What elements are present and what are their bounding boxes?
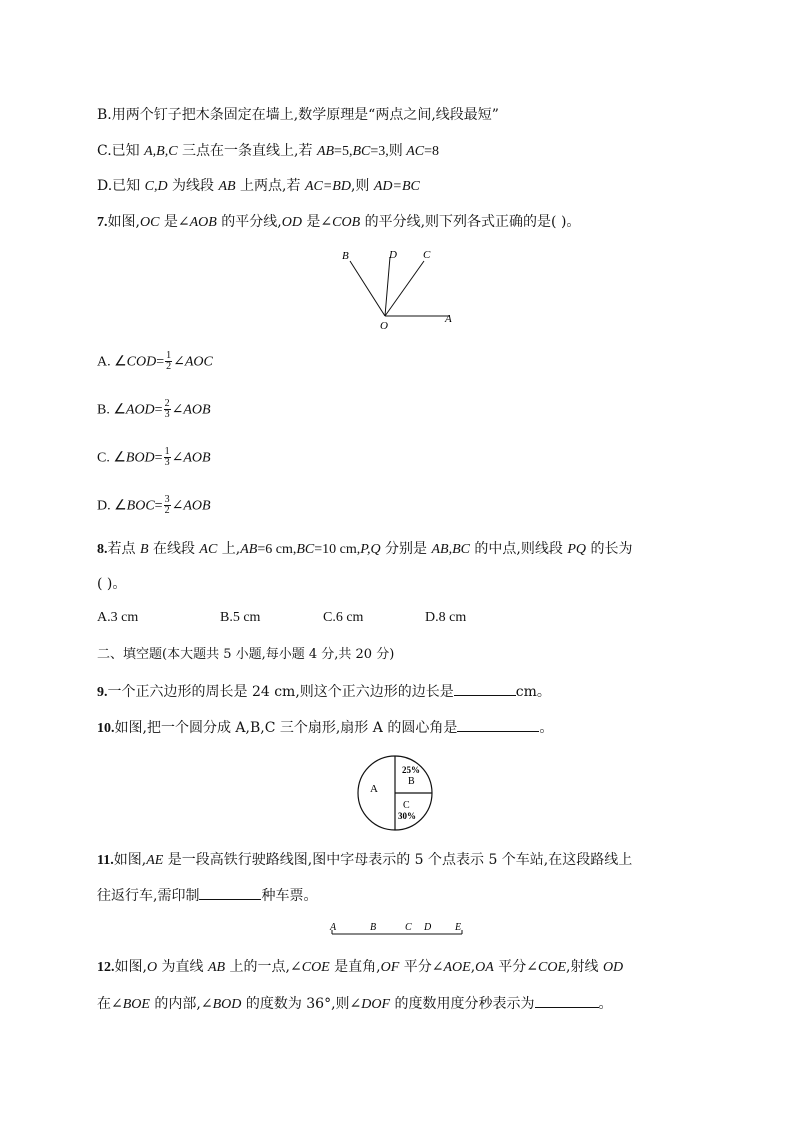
ray: OD (602, 960, 624, 975)
equals: = (154, 450, 163, 466)
question-number: 8. (97, 542, 108, 557)
equals: = (154, 402, 163, 418)
angle-symbol: ∠ (171, 449, 184, 466)
answer-blank[interactable] (535, 993, 599, 1008)
value: =5, (334, 144, 353, 159)
equals: = (156, 354, 165, 370)
seg: PQ (567, 542, 587, 557)
fraction (164, 447, 171, 468)
angle-lhs: AOD (125, 402, 155, 418)
option-letter: B. ∠ (97, 402, 126, 418)
q7-angle-figure (330, 243, 460, 333)
text: 分别是 (380, 541, 432, 557)
text: 的长为 (586, 541, 633, 557)
text: 如图, (114, 959, 147, 975)
segs: AB,BC (431, 542, 470, 557)
text: ,射线 (566, 959, 603, 975)
question-number: 9. (97, 685, 108, 700)
q7-stem (97, 212, 580, 233)
text: 。 (598, 996, 613, 1012)
q6-option-d (97, 176, 420, 197)
denominator: 3 (164, 409, 170, 420)
text: 若点 (107, 541, 140, 557)
pie-label-b: B (408, 776, 415, 787)
result: AD=BC (373, 179, 420, 194)
angle: COE (538, 960, 567, 975)
text: 在∠ (97, 996, 123, 1012)
text: 一个正六边形的周长是 24 cm,则这个正六边形的边长是 (107, 684, 454, 700)
text: 平分∠ (399, 959, 444, 975)
seg: AB (316, 144, 335, 159)
q8-option-b: B.5 cm (220, 610, 261, 625)
q6-option-b (97, 105, 499, 125)
angle: AOE (443, 960, 471, 975)
answer-blank[interactable] (457, 717, 539, 732)
angle: BOD (212, 997, 242, 1012)
condition: AC=BD (304, 179, 351, 194)
q7-option-b (97, 399, 211, 421)
q10-stem (97, 717, 553, 739)
q9-stem (97, 681, 551, 703)
text: 在线段 (148, 541, 200, 557)
station-e: E (455, 922, 462, 933)
angle-rhs: AOB (183, 450, 211, 466)
text: 为直线 (157, 959, 208, 975)
answer-blank[interactable] (199, 885, 261, 900)
section-heading: 二、填空题(本大题共 5 小题,每小题 4 分,共 20 分) (97, 647, 395, 662)
text: 是∠ (159, 214, 190, 230)
angle-symbol: ∠ (173, 353, 185, 370)
numerator: 3 (164, 494, 170, 505)
q12-stem (97, 957, 623, 978)
q7-option-a (97, 351, 213, 373)
numerator: 1 (164, 446, 170, 457)
seg: AC (406, 144, 425, 159)
text: 种车票。 (261, 888, 318, 904)
text: 上的一点,∠ (225, 959, 302, 975)
ray: OD (281, 215, 302, 230)
angle: DOF (361, 997, 391, 1012)
points: C,D (144, 179, 168, 194)
text: 的度数用度分秒表示为 (390, 996, 535, 1012)
q11-stem-line2 (97, 885, 317, 906)
ray: OA (475, 960, 494, 975)
text: 的中点,则线段 (469, 541, 568, 557)
text: 的平分线, (216, 214, 282, 230)
q8-stem-line2: ( )。 (97, 576, 127, 592)
text: D.已知 (97, 178, 145, 194)
value: =8 (424, 144, 440, 159)
angle-symbol: ∠ (171, 401, 184, 418)
point: O (146, 960, 158, 975)
option-letter: A. ∠ (97, 354, 127, 370)
ray: OC (139, 215, 160, 230)
text: 是∠ (301, 214, 333, 230)
seg: AB (207, 960, 226, 975)
text: 是一段高铁行驶路线图,图中字母表示的 5 个点表示 5 个车站,在这段路线上 (163, 852, 633, 868)
text: , (470, 959, 476, 975)
text: 三点在一条直线上,若 (177, 143, 317, 159)
numerator: 2 (164, 398, 170, 409)
label-a: A (445, 313, 452, 325)
seg: BC (352, 144, 371, 159)
pie-label-a: A (370, 783, 378, 795)
label-b: B (342, 250, 349, 262)
text: 的内部,∠ (149, 996, 213, 1012)
pie-value-b: 25% (402, 765, 420, 775)
label-c: C (423, 249, 431, 261)
text: 如图,把一个圆分成 A,B,C 三个扇形,扇形 A 的圆心角是 (114, 720, 458, 736)
points: P,Q (360, 542, 381, 557)
angle: COB (332, 215, 361, 230)
station-a: A (330, 922, 337, 933)
q7-option-c (97, 447, 211, 469)
q11-stem (97, 850, 632, 871)
q6-option-b-text: B.用两个钉子把木条固定在墙上,数学原理是“两点之间,线段最短” (97, 107, 499, 123)
text: )。 (556, 214, 581, 230)
seg: AC (199, 542, 218, 557)
angle-rhs: AOB (183, 402, 211, 418)
q6-option-c (97, 141, 439, 162)
angle: COE (301, 960, 330, 975)
q8-stem (97, 539, 632, 560)
question-number: 7. (97, 215, 108, 230)
text: 如图, (113, 852, 147, 868)
q10-pie-figure (355, 755, 437, 831)
text: 。 (539, 720, 554, 736)
station-b: B (370, 922, 377, 933)
equals: = (154, 498, 163, 514)
option-letter: D. ∠ (97, 498, 127, 514)
label-d: D (389, 249, 397, 261)
text: 平分∠ (493, 959, 539, 975)
angle-rhs: AOB (183, 498, 211, 514)
pie-label-c: C (403, 800, 410, 811)
question-number: 12. (97, 960, 115, 975)
angle: AOB (189, 215, 217, 230)
text: =6 cm, (257, 542, 297, 557)
text: cm。 (515, 684, 551, 700)
text: 往返行车,需印制 (97, 888, 200, 904)
q7-option-d (97, 495, 211, 517)
ray-oc (385, 261, 424, 316)
label-o: O (380, 320, 388, 332)
seg: BC (296, 542, 315, 557)
point: B (139, 542, 149, 557)
ray: OF (380, 960, 400, 975)
seg: AE (146, 853, 164, 868)
option-letter: C. ∠ (97, 450, 126, 466)
text: 如图, (107, 214, 140, 230)
q8-option-c: C.6 cm (323, 610, 364, 625)
fraction (164, 399, 171, 420)
angle-symbol: ∠ (171, 497, 184, 514)
value: =3,则 (370, 144, 407, 159)
angle-lhs: BOD (125, 450, 155, 466)
angle-lhs: COD (126, 354, 157, 370)
question-number: 11. (97, 853, 114, 868)
angle: BOE (122, 997, 150, 1012)
q12-stem-line2 (97, 993, 613, 1015)
station-c: C (405, 922, 412, 933)
q8-option-d: D.8 cm (425, 610, 467, 625)
seg: AB (240, 542, 258, 557)
text: 上两点,若 (235, 178, 305, 194)
text: 为线段 (167, 178, 219, 194)
denominator: 2 (166, 361, 172, 372)
text: 的平分线,则下列各式正确的是( (360, 214, 557, 230)
denominator: 3 (164, 457, 170, 468)
pie-value-c: 30% (398, 811, 416, 821)
station-d: D (424, 922, 432, 933)
text: 的度数为 36°,则∠ (241, 996, 362, 1012)
question-number: 10. (97, 721, 115, 736)
q11-route-figure (326, 918, 470, 940)
q8-option-a: A.3 cm (97, 610, 139, 625)
seg: AB (218, 179, 236, 194)
text: ,则 (350, 178, 374, 194)
fraction (164, 495, 171, 516)
ray-ob (350, 261, 385, 316)
ray-od (385, 257, 390, 316)
text: =10 cm, (314, 542, 361, 557)
answer-blank[interactable] (454, 681, 516, 696)
denominator: 2 (164, 505, 170, 516)
angle-rhs: AOC (184, 354, 213, 370)
text: 上, (217, 541, 241, 557)
numerator: 1 (166, 350, 172, 361)
text: 是直角, (329, 959, 381, 975)
text: C.已知 (97, 143, 145, 159)
angle-lhs: BOC (126, 498, 155, 514)
fraction (165, 351, 172, 372)
points: A,B,C (144, 144, 178, 159)
